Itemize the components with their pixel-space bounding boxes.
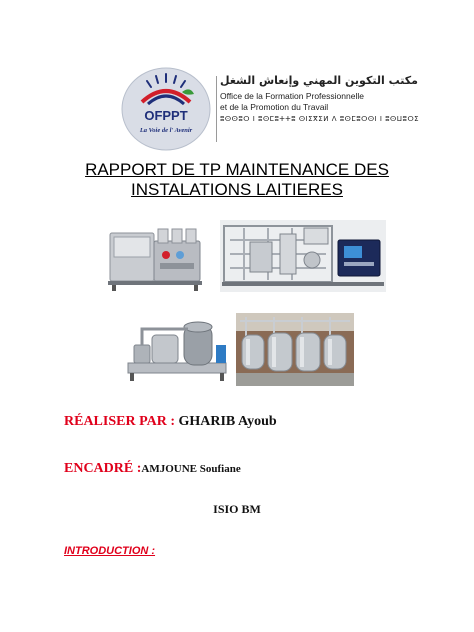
supervisor-name: AMJOUNE Soufiane [141,463,241,475]
author-label: RÉALISER PAR : [64,414,175,429]
author-line [64,414,277,430]
header-logo-block [120,66,420,150]
supervisor-line [64,459,241,477]
section-heading-introduction: INTRODUCTION : [64,545,156,557]
document-title [20,160,454,200]
program-name: ISIO BM [213,502,261,516]
header-divider [216,76,217,142]
pasteurizer-skid-photo [220,220,386,292]
cip-tanks-photo [236,313,354,386]
author-name: GHARIB Ayoub [178,414,277,429]
title-line-2: INSTALATIONS LAITIERES [131,180,343,199]
deaerator-tank-photo [122,315,232,385]
title-line-1: RAPPORT DE TP MAINTENANCE DES [85,160,389,179]
supervisor-label: ENCADRÉ : [64,461,142,476]
homogenizer-machine-photo [96,215,216,295]
logo-tagline: La Voie de l' Avenir [139,127,193,134]
ofppt-logo-icon [120,66,212,152]
org-name-french-line1: Office de la Formation Professionnelle [220,91,364,101]
org-name-tifinagh: ⵓⵙⵙⵓⵔ ⵏ ⵓⵙⵎⵓⵜⵜⵓ ⵙⵏⵉⴳⵉⵍ ⴷ ⵓⵙⵎⵓⵔⵙⵏ ⵏ ⵓⵙⵡⵓⵔⵉ [220,115,420,123]
org-name-french-line2: et de la Promotion du Travail [220,102,329,112]
logo-name: OFPPT [144,108,188,123]
org-name-arabic: مكتب التكوين المهني وإنعاش الشغل [220,74,418,87]
